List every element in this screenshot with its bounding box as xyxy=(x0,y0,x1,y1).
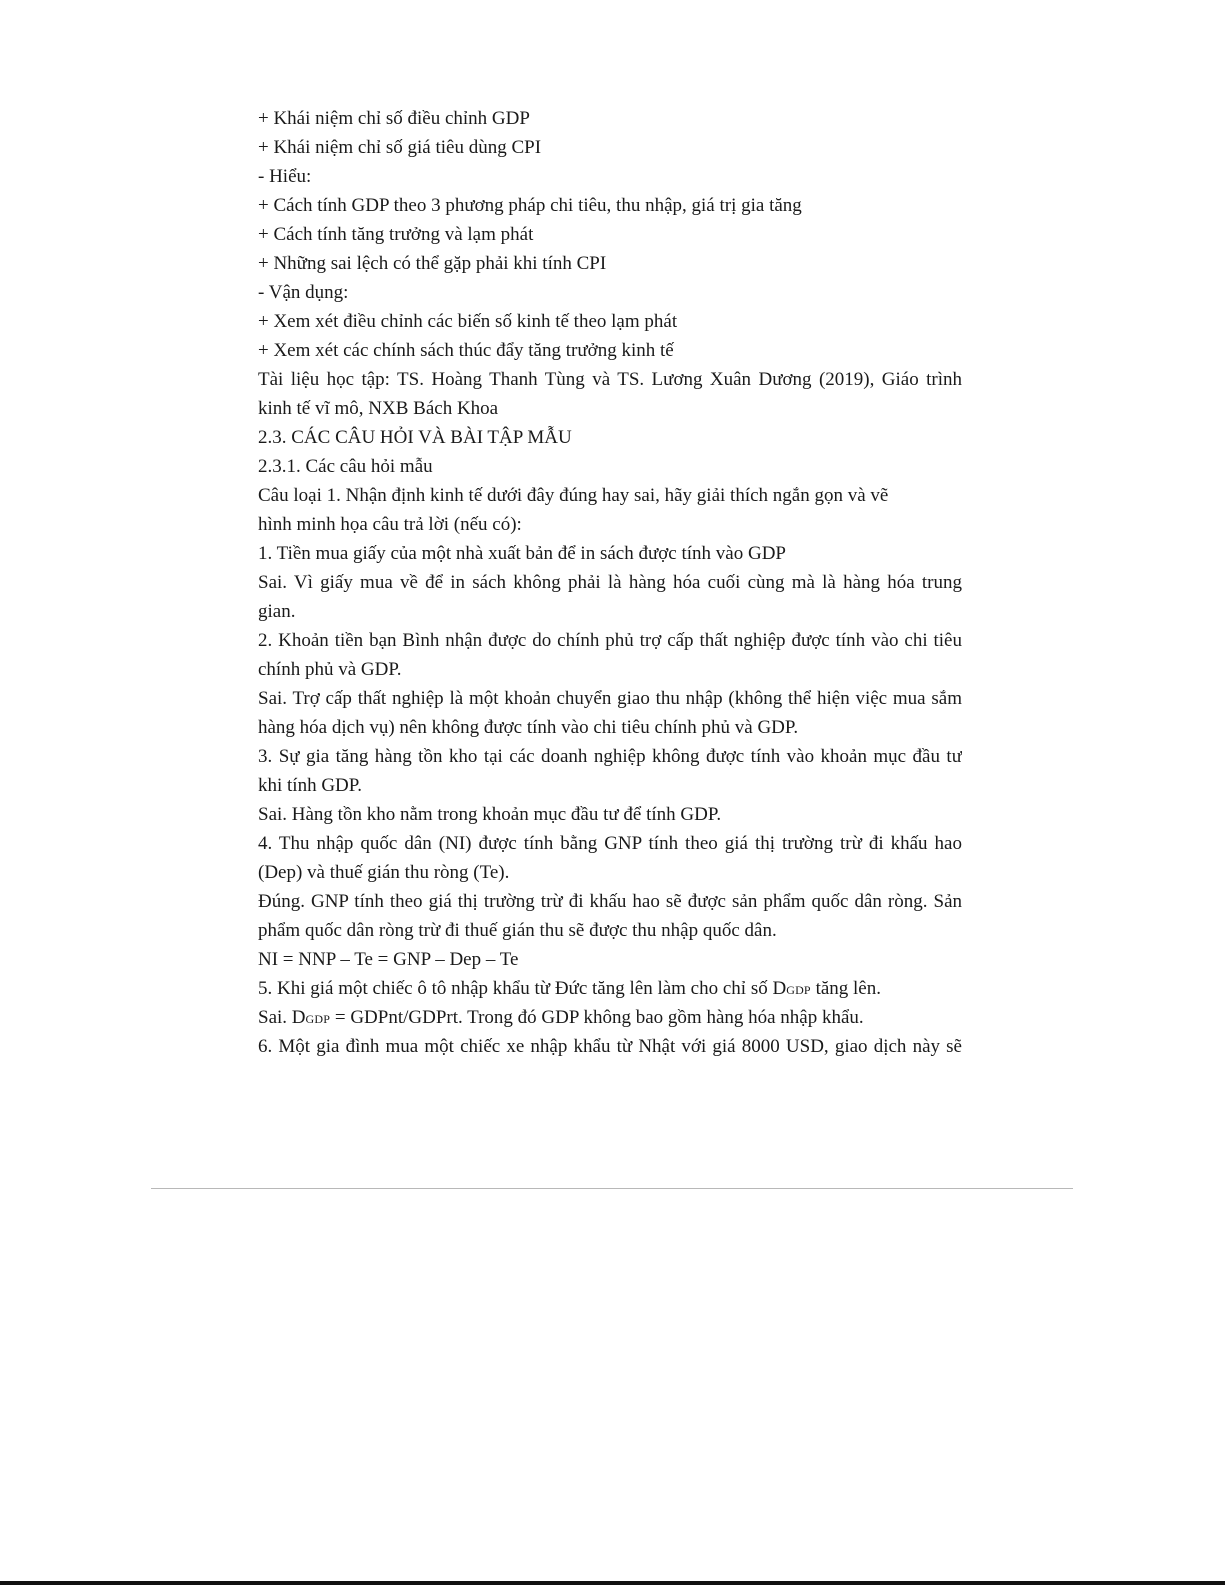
subsection-heading: 2.3.1. Các câu hỏi mẫu xyxy=(258,456,433,477)
text-line: - Hiểu: xyxy=(258,166,312,187)
subscript-gdp: GDP xyxy=(786,983,811,997)
text-fragment: 5. Khi giá một chiếc ô tô nhập khẩu từ Đức tăng lên làm cho chỉ số D xyxy=(258,978,787,999)
text-line: Câu loại 1. Nhận định kinh tế dưới đây đúng hay sai, hãy giải thích ngắn gọn và vẽ xyxy=(258,485,889,506)
text-line: phẩm quốc dân ròng trừ đi thuế gián thu sẽ được thu nhập quốc dân. xyxy=(258,920,777,941)
text-line: + Những sai lệch có thể gặp phải khi tính CPI xyxy=(258,253,607,274)
bottom-edge-bar xyxy=(0,1581,1225,1585)
document-body xyxy=(258,104,962,1061)
text-line: + Khái niệm chỉ số giá tiêu dùng CPI xyxy=(258,137,542,158)
text-line: chính phủ và GDP. xyxy=(258,659,402,680)
text-line: kinh tế vĩ mô, NXB Bách Khoa xyxy=(258,398,499,419)
text-line: khi tính GDP. xyxy=(258,775,362,796)
text-fragment: Sai. D xyxy=(258,1007,306,1028)
text-line: (Dep) và thuế gián thu ròng (Te). xyxy=(258,862,510,883)
text-line: hàng hóa dịch vụ) nên không được tính vào chi tiêu chính phủ và GDP. xyxy=(258,717,799,738)
text-line: 4. Thu nhập quốc dân (NI) được tính bằng GNP tính theo giá thị trường trừ đi khấu hao xyxy=(258,833,962,854)
text-fragment: = GDPnt/GDPrt. Trong đó GDP không bao gồm hàng hóa nhập khẩu. xyxy=(330,1007,864,1028)
text-line: Sai. Hàng tồn kho nằm trong khoản mục đầu tư để tính GDP. xyxy=(258,804,722,825)
text-line: Sai. Trợ cấp thất nghiệp là một khoản chuyển giao thu nhập (không thể hiện việc mua sắm xyxy=(258,688,962,709)
page-divider xyxy=(151,1188,1073,1189)
text-line: Sai. Vì giấy mua về để in sách không phải là hàng hóa cuối cùng mà là hàng hóa trung xyxy=(258,572,962,593)
text-line: 1. Tiền mua giấy của một nhà xuất bản để in sách được tính vào GDP xyxy=(258,543,786,564)
text-line: + Khái niệm chỉ số điều chỉnh GDP xyxy=(258,108,530,129)
subscript-gdp: GDP xyxy=(305,1012,331,1026)
text-line: + Xem xét các chính sách thúc đẩy tăng trưởng kinh tế xyxy=(258,340,674,361)
text-fragment: tăng lên. xyxy=(810,978,881,999)
text-line: + Xem xét điều chỉnh các biến số kinh tế theo lạm phát xyxy=(258,311,678,332)
formula-line: NI = NNP – Te = GNP – Dep – Te xyxy=(258,949,519,970)
text-line: + Cách tính tăng trưởng và lạm phát xyxy=(258,224,534,245)
text-line: 6. Một gia đình mua một chiếc xe nhập khẩu từ Nhật với giá 8000 USD, giao dịch này sẽ xyxy=(258,1036,962,1057)
section-heading: 2.3. CÁC CÂU HỎI VÀ BÀI TẬP MẪU xyxy=(258,427,572,448)
text-line: - Vận dụng: xyxy=(258,282,349,303)
text-line: Đúng. GNP tính theo giá thị trường trừ đi khấu hao sẽ được sản phẩm quốc dân ròng. Sản xyxy=(258,891,962,912)
text-line: 2. Khoản tiền bạn Bình nhận được do chính phủ trợ cấp thất nghiệp được tính vào chi tiêu xyxy=(258,630,962,651)
text-line: gian. xyxy=(258,601,296,622)
text-line: + Cách tính GDP theo 3 phương pháp chi tiêu, thu nhập, giá trị gia tăng xyxy=(258,195,802,216)
text-line: 3. Sự gia tăng hàng tồn kho tại các doanh nghiệp không được tính vào khoản mục đầu tư xyxy=(258,746,962,767)
text-line xyxy=(258,974,962,1003)
text-line: Tài liệu học tập: TS. Hoàng Thanh Tùng và TS. Lương Xuân Dương (2019), Giáo trình xyxy=(258,369,962,390)
text-line: hình minh họa câu trả lời (nếu có): xyxy=(258,514,522,535)
text-line xyxy=(258,1003,962,1032)
